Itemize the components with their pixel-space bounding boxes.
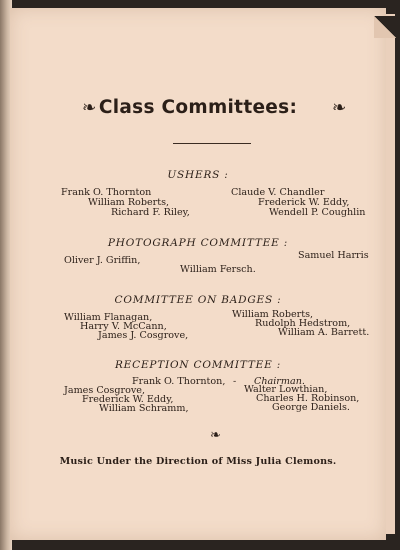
usher-name: Claude V. Chandler (231, 187, 325, 198)
photograph-heading: PHOTOGRAPH COMMITTEE : (107, 237, 289, 249)
photograph-member-name: Samuel Harris (298, 250, 369, 261)
page-corner-fold (374, 16, 396, 38)
left-ornament-icon: ❧ (82, 98, 97, 118)
badges-member-name: William Flanagan, (64, 312, 153, 323)
usher-name: Wendell P. Coughlin (269, 207, 366, 218)
right-ornament-icon: ❧ (332, 98, 347, 118)
reception-chair-name: Frank O. Thornton, (132, 376, 226, 387)
reception-heading: RECEPTION COMMITTEE : (114, 359, 282, 371)
title-divider (173, 143, 251, 144)
usher-name: Frederick W. Eddy, (258, 197, 350, 208)
usher-name: William Roberts, (88, 197, 170, 208)
music-credit: Music Under the Direction of Miss Julia Clemons. (59, 456, 337, 467)
reception-dash: - (233, 376, 237, 387)
reception-member-name: Frederick W. Eddy, (82, 394, 174, 405)
ushers-heading: USHERS : (167, 169, 229, 181)
badges-member-name: Rudolph Hedstrom, (255, 318, 351, 329)
photograph-member-name: Oliver J. Griffin, (64, 255, 141, 266)
program-page (10, 8, 386, 540)
reception-member-name: Walter Lowthian, (244, 384, 328, 395)
photograph-member-name: William Fersch. (180, 264, 256, 275)
badges-member-name: William Roberts, (232, 309, 314, 320)
badges-member-name: William A. Barrett. (278, 327, 370, 338)
reception-member-name: George Daniels. (272, 402, 350, 413)
reception-member-name: Charles H. Robinson, (256, 393, 360, 404)
usher-name: Frank O. Thornton (61, 187, 152, 198)
badges-heading: COMMITTEE ON BADGES : (114, 294, 282, 306)
badges-member-name: Harry V. McCann, (80, 321, 167, 332)
reception-member-name: James Cosgrove, (64, 385, 146, 396)
usher-name: Richard F. Riley, (111, 207, 190, 218)
reception-chair-title: Chairman. (254, 376, 305, 387)
reception-member-name: William Schramm, (99, 403, 189, 414)
section-ornament-icon: ❧ (210, 428, 221, 443)
page-title: Class Committees: (98, 97, 298, 118)
badges-member-name: James J. Cosgrove, (98, 330, 189, 341)
